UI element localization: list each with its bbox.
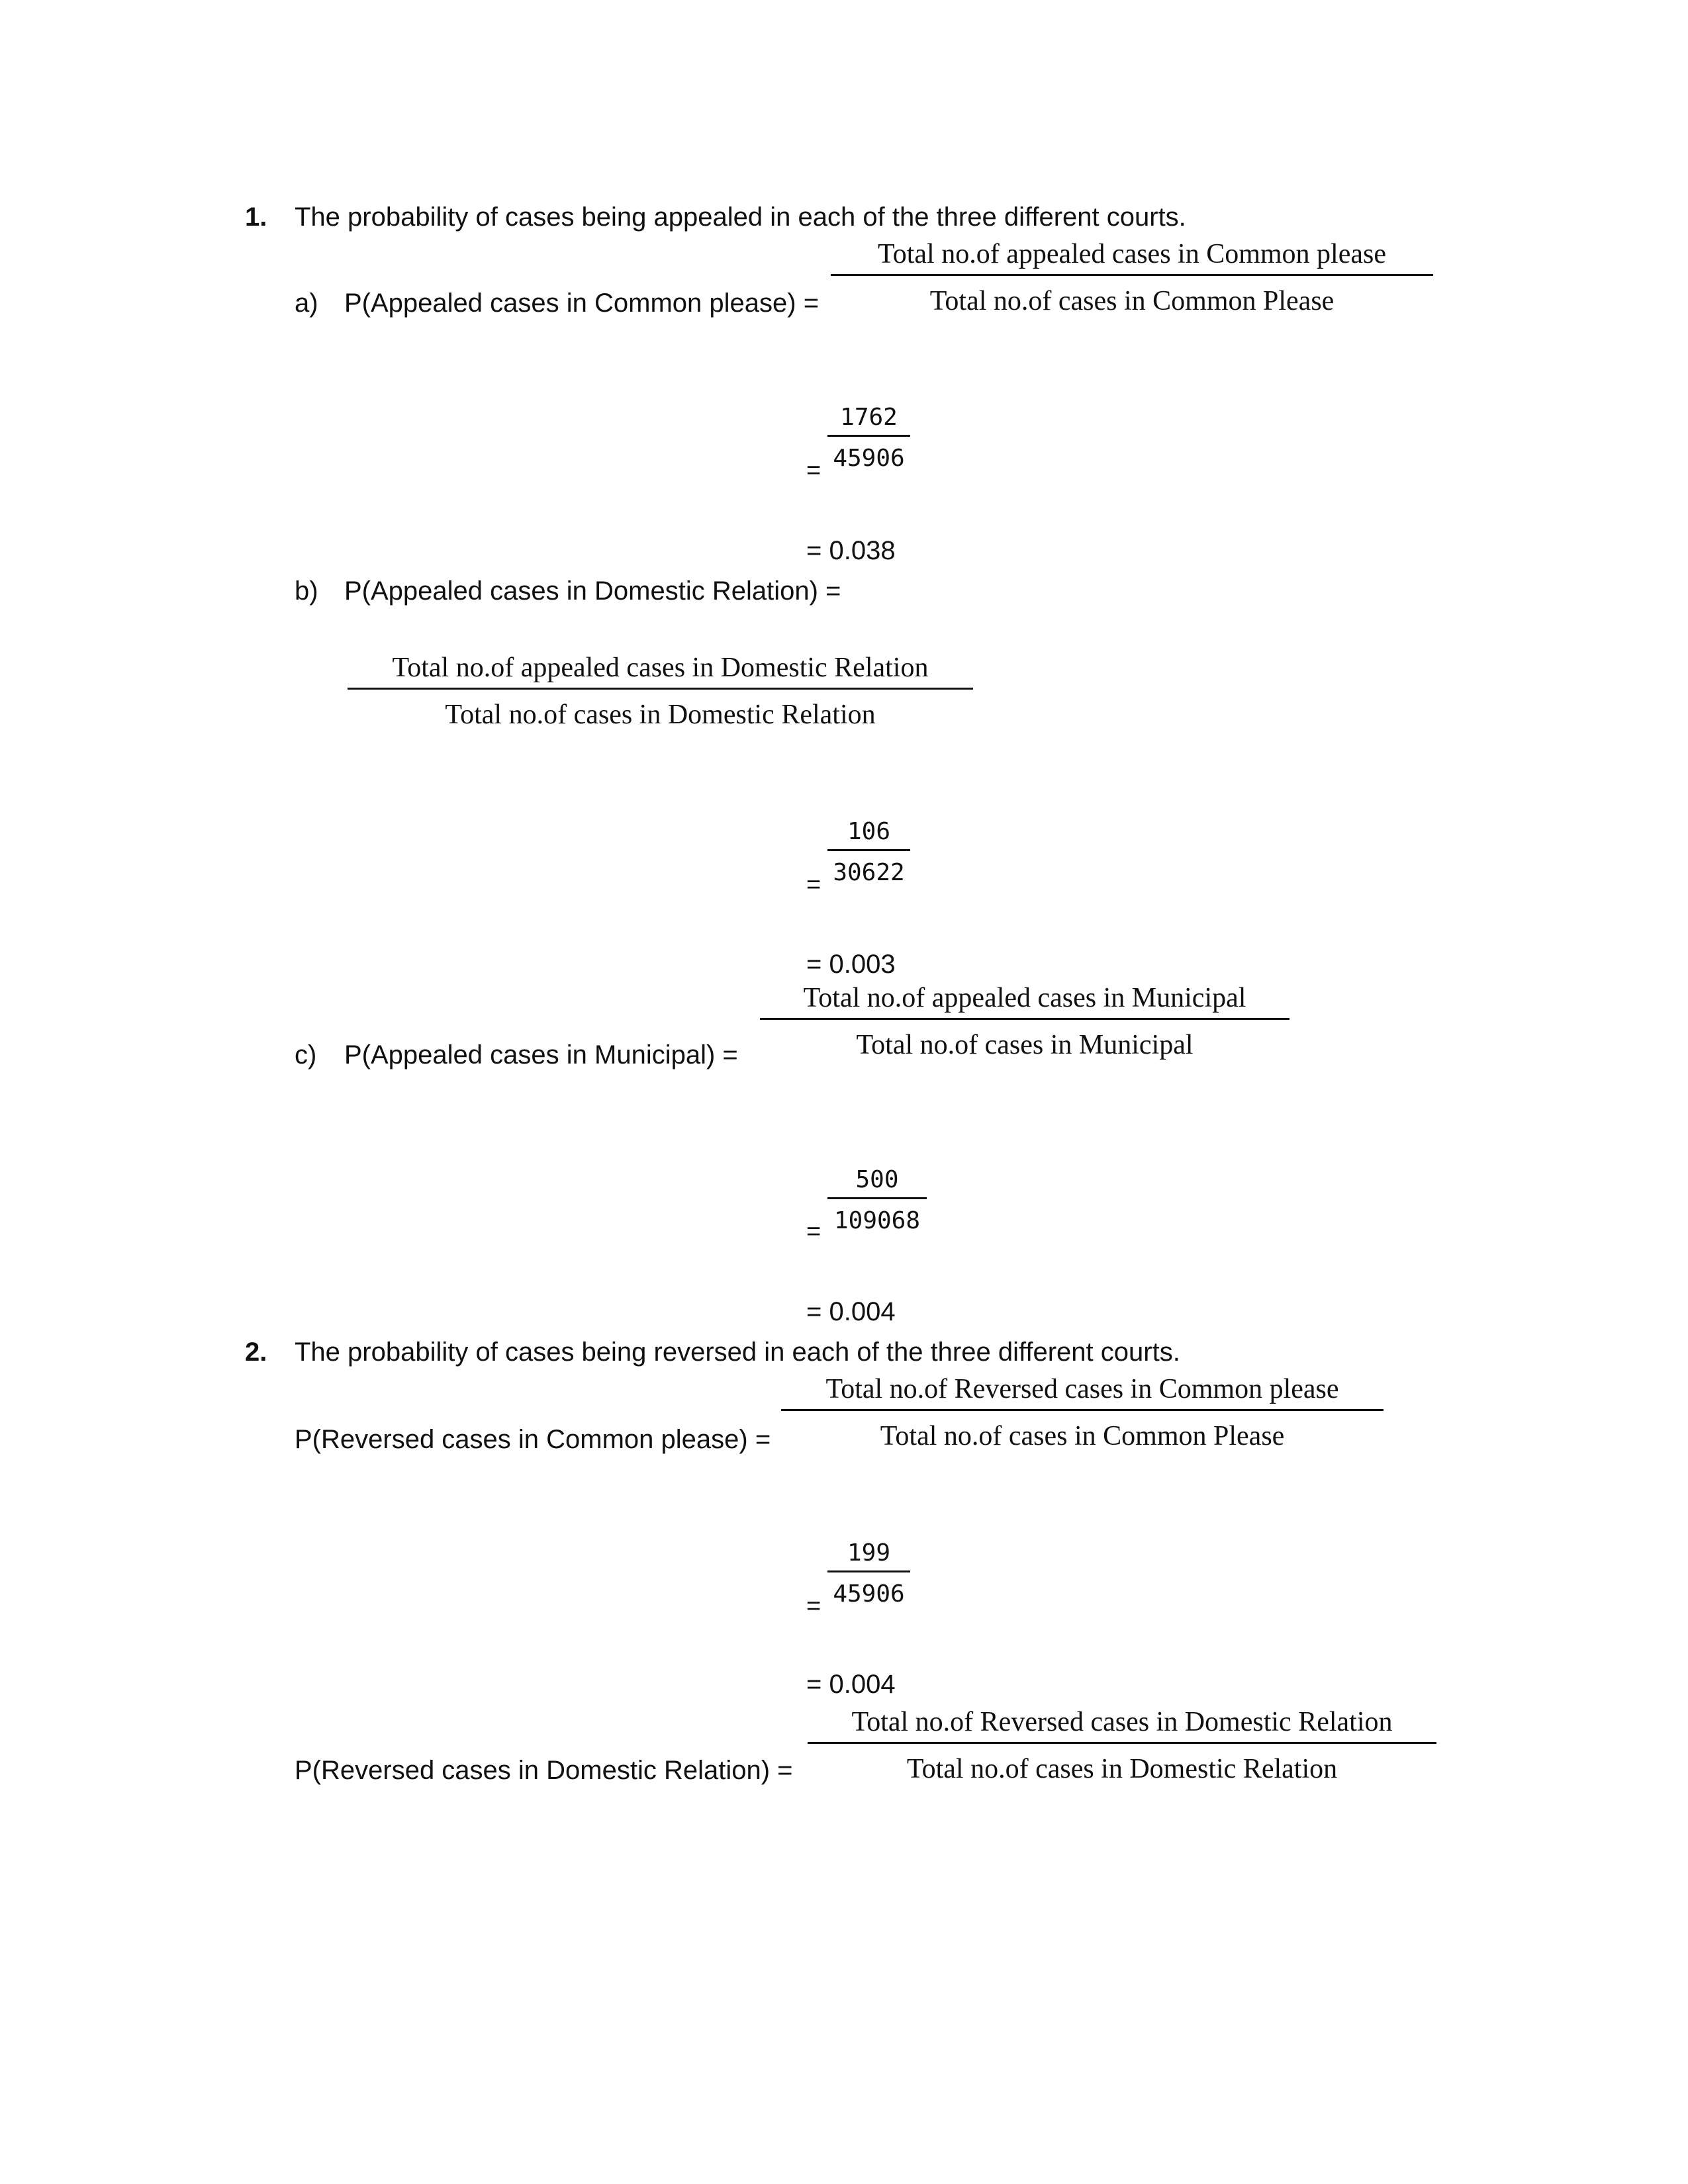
q1c-expression: P(Appealed cases in Municipal) =: [344, 1040, 738, 1069]
q1c-formula-numerator: Total no.of appealed cases in Municipal: [803, 983, 1246, 1013]
fraction-bar: [808, 1742, 1436, 1744]
fraction-bar: [827, 849, 910, 851]
q2a-formula-denominator: Total no.of cases in Common Please: [880, 1421, 1285, 1452]
q2b-formula-denominator: Total no.of cases in Domestic Relation: [906, 1754, 1338, 1785]
q1a-formula-denominator: Total no.of cases in Common Please: [929, 286, 1335, 317]
q2a-equals: =: [806, 1592, 821, 1620]
fraction-bar: [831, 274, 1433, 276]
q1c-value-numerator: 500: [855, 1166, 899, 1193]
q1b-formula-fraction: [348, 652, 973, 731]
q1c-equals: =: [806, 1218, 821, 1246]
q2b-expression: P(Reversed cases in Domestic Relation) =: [295, 1756, 793, 1785]
q1-number: 1.: [245, 203, 267, 232]
q1c-formula-fraction: [760, 982, 1289, 1062]
q2b-formula-numerator: Total no.of Reversed cases in Domestic Relation: [851, 1707, 1393, 1737]
q1b-expression: P(Appealed cases in Domestic Relation) =: [344, 576, 841, 606]
q1b-value-denominator: 30622: [833, 859, 905, 887]
q1a-equals: =: [806, 457, 821, 484]
q1b-formula-numerator: Total no.of appealed cases in Domestic Relation: [392, 653, 929, 683]
q1b-value-numerator: 106: [847, 818, 891, 845]
q1a-result: = 0.038: [806, 536, 896, 565]
fraction-bar: [760, 1018, 1289, 1020]
q2b-formula-fraction: [808, 1706, 1436, 1786]
q2a-expression: P(Reversed cases in Common please) =: [295, 1425, 771, 1454]
q1a-value-numerator: 1762: [840, 404, 898, 431]
q1a-formula-numerator: Total no.of appealed cases in Common please: [878, 239, 1386, 269]
q1a-formula-fraction: [831, 238, 1433, 318]
q2-number: 2.: [245, 1338, 267, 1367]
q2a-value-denominator: 45906: [833, 1580, 905, 1608]
q2a-formula-fraction: [781, 1373, 1383, 1453]
q1a-expression: P(Appealed cases in Common please) =: [344, 289, 820, 318]
q2a-result: = 0.004: [806, 1670, 896, 1699]
q1c-label: c): [295, 1040, 317, 1069]
q2-text: The probability of cases being reversed in each of the three different courts.: [295, 1338, 1180, 1367]
fraction-bar: [348, 688, 973, 690]
q1-text: The probability of cases being appealed in each of the three different courts.: [295, 203, 1186, 232]
q1c-value-denominator: 109068: [833, 1207, 921, 1235]
q1b-label: b): [295, 576, 318, 606]
q2a-value-fraction: [827, 1539, 910, 1608]
fraction-bar: [827, 435, 910, 437]
q1a-label: a): [295, 289, 318, 318]
q1b-value-fraction: [827, 818, 910, 887]
fraction-bar: [781, 1409, 1383, 1411]
fraction-bar: [827, 1197, 927, 1199]
q1c-value-fraction: [827, 1166, 927, 1235]
q1b-formula-denominator: Total no.of cases in Domestic Relation: [445, 700, 876, 731]
q1a-value-fraction: [827, 404, 910, 473]
q1c-formula-denominator: Total no.of cases in Municipal: [856, 1030, 1194, 1061]
q2a-value-numerator: 199: [847, 1539, 891, 1567]
q2a-formula-numerator: Total no.of Reversed cases in Common please: [825, 1374, 1339, 1404]
q1b-result: = 0.003: [806, 950, 896, 979]
q1a-value-denominator: 45906: [833, 445, 905, 473]
fraction-bar: [827, 1570, 910, 1572]
q1c-result: = 0.004: [806, 1297, 896, 1326]
q1b-equals: =: [806, 871, 821, 899]
